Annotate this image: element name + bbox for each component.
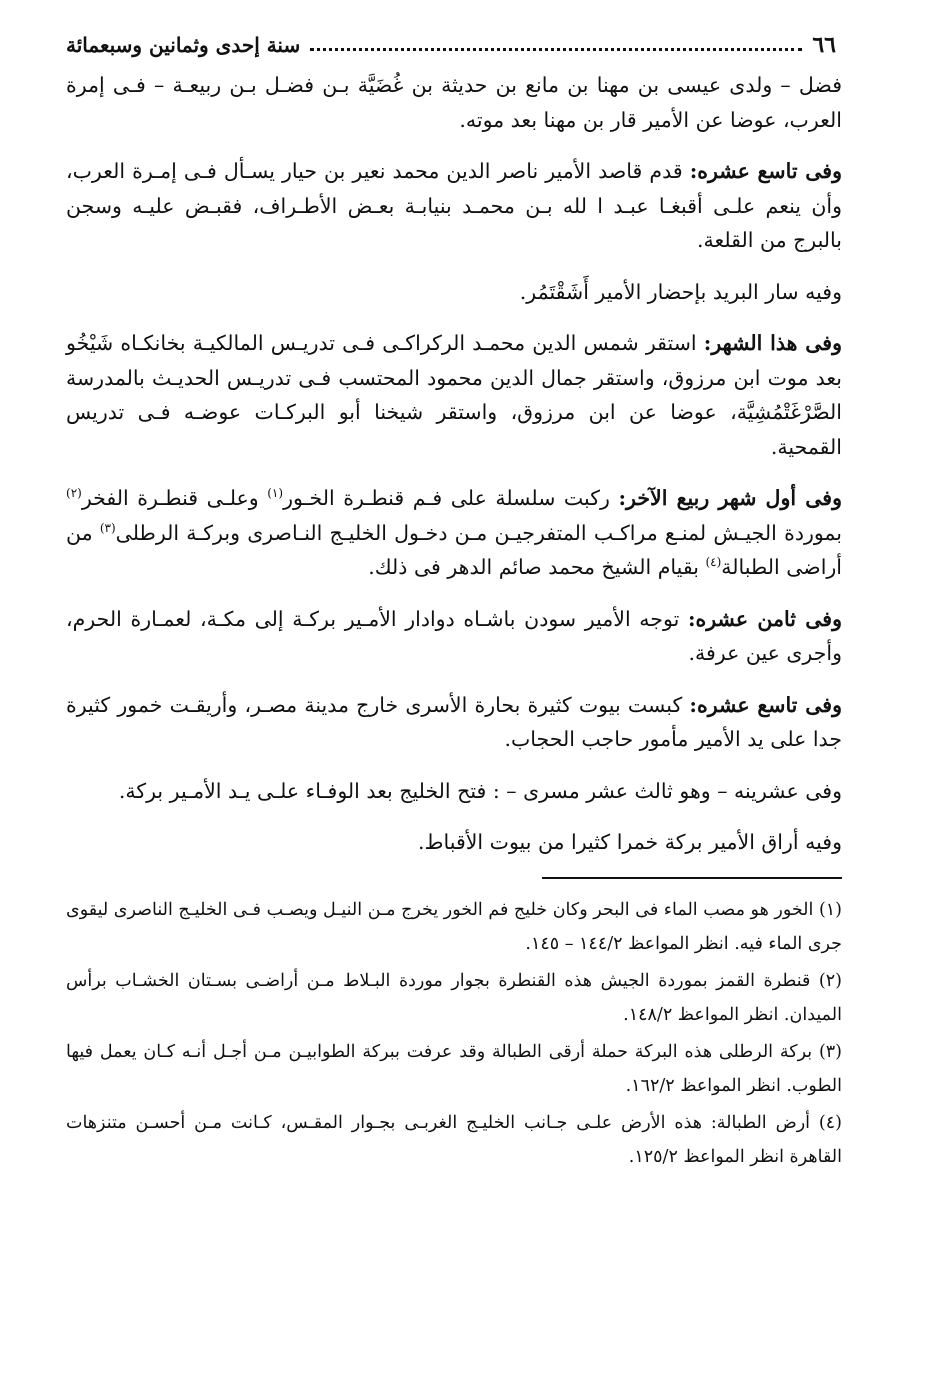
footnote: (٤) أرض الطبالة: هذه الأرض علـى جـانب الخليـج الغربـى بجـوار المقـس، كـانت مـن أحسـن متنزهات القاهرة انظر المواعظ ١٢٥/٢. [66, 1112, 842, 1167]
footnote: (٢) قنطرة القمز بموردة الجيش هذه القنطرة بجوار موردة البـلاط مـن أراضـى بسـتان الخشـاب برأس الميدان. انظر المواعظ ١٤٨/٢. [66, 970, 842, 1025]
paragraph-text: وفى عشرينه – وهو ثالث عشر مسرى – : فتح الخليج بعد الوفـاء علـى يـد الأمـير بركة. [118, 778, 842, 803]
paragraph-lead: وفى أول شهر ربيع الآخر: [618, 486, 843, 510]
main-text [66, 68, 842, 860]
running-title: سنة إحدى وثمانين وسبعمائة [66, 33, 301, 57]
paragraph [66, 326, 842, 464]
paragraph-text: وفيه أراق الأمير بركة خمرا كثيرا من بيوت الأقباط. [418, 830, 842, 854]
footnote-ref[interactable]: (٢) [66, 486, 82, 501]
footnote-ref[interactable]: (٤) [705, 555, 722, 570]
paragraph [66, 68, 842, 137]
footnote-ref[interactable]: (٣) [99, 520, 116, 535]
paragraph-lead: وفى ثامن عشره: [687, 606, 842, 631]
paragraph-text: من أراضى الطبالة [66, 520, 842, 579]
paragraph [66, 774, 842, 809]
paragraph-text: بقيام الشيخ محمد صائم الدهر فى ذلك. [368, 555, 706, 579]
paragraph-text: ركبت سلسلة على فـم قنطـرة الخـور [283, 486, 619, 510]
page-number: ٦٦ [812, 32, 836, 58]
paragraph-lead: وفى تاسع عشره: [689, 692, 842, 717]
book-page [66, 22, 842, 1342]
running-head [66, 22, 842, 68]
paragraph [66, 154, 842, 258]
paragraph [66, 481, 842, 585]
paragraph-text: كبست بيوت كثيرة بحارة الأسرى خارج مدينة مصـر، وأريقـت خمور كثيرة جدا على يد الأمير مأمور حاجب الحجاب. [66, 692, 842, 751]
leader-dots [310, 48, 802, 51]
paragraph [66, 688, 842, 757]
paragraph-text: توجه الأمير سودن باشـاه دوادار الأمـير بركـة إلى مكـة، لعمـارة الحرم، وأجرى عين عرفة. [66, 606, 842, 665]
paragraph-text: بموردة الجيـش لمنـع مراكـب المتفرجيـن مـن دخـول الخليـج النـاصرى وبركـة الرطلى [115, 520, 842, 545]
footnote: (٣) بركة الرطلى هذه البركة حملة أرقى الطبالة وقد عرفت ببركة الطوابيـن مـن أجـل أنـه كـان يعمل فيها الطوب. انظر المواعظ ١٦٢/٢. [66, 1041, 842, 1096]
footnote: (١) الخور هو مصب الماء فى البحر وكان خليج فم الخور يخرج مـن النيـل ويصـب فـى الخليـج الناصرى ليقوى جرى الماء فيه. انظر المواعظ ١٤٤/٢ – ١٤٥. [66, 899, 842, 954]
paragraph [66, 275, 842, 310]
footnote-divider [542, 877, 842, 879]
paragraph-lead: وفى تاسع عشره: [689, 159, 842, 183]
paragraph [66, 602, 842, 671]
paragraph-text: فضل – ولدى عيسى بن مهنا بن مانع بن حديثة بن غُضَيَّة بـن فضـل بـن ربيعـة – فـى إمرة العرب، عوضا عن الأمير قار بن مهنا بعد موته. [66, 73, 842, 132]
footnotes [66, 893, 842, 1174]
paragraph-lead: وفى هذا الشهر: [703, 331, 842, 355]
paragraph-text: قدم قاصد الأمير ناصر الدين محمد نعير بن حيار يسـأل فـى إمـرة العرب، وأن ينعم علـى أقبغـا عبـد ا لله بـن محمـد بنيابـة بعـض الأطـراف، فقبـض عليـه وسجن بالبرج من القلعة. [66, 159, 842, 252]
paragraph [66, 825, 842, 860]
paragraph-text: وفيه سار البريد بإحضار الأمير أَشَقْتَمُر. [519, 279, 842, 304]
paragraph-text: وعلـى قنطـرة الفخر [81, 486, 259, 510]
paragraph-text: استقر شمس الدين محمـد الركراكـى فـى تدريـس المالكيـة بخانكـاه شَيْخُو بعد موت ابن مرزوق، واستقر جمال الدين محمود المحتسب فـى تدريـس الحديـث بالمدرسة الصَّرْغَتْمُشِيَّة، عوضا عن ابن مرزوق، واستقر شيخنا أبو البركـات عوضـه فـى تدريس القمحية. [66, 331, 842, 459]
footnote-ref[interactable]: (١) [267, 486, 284, 501]
